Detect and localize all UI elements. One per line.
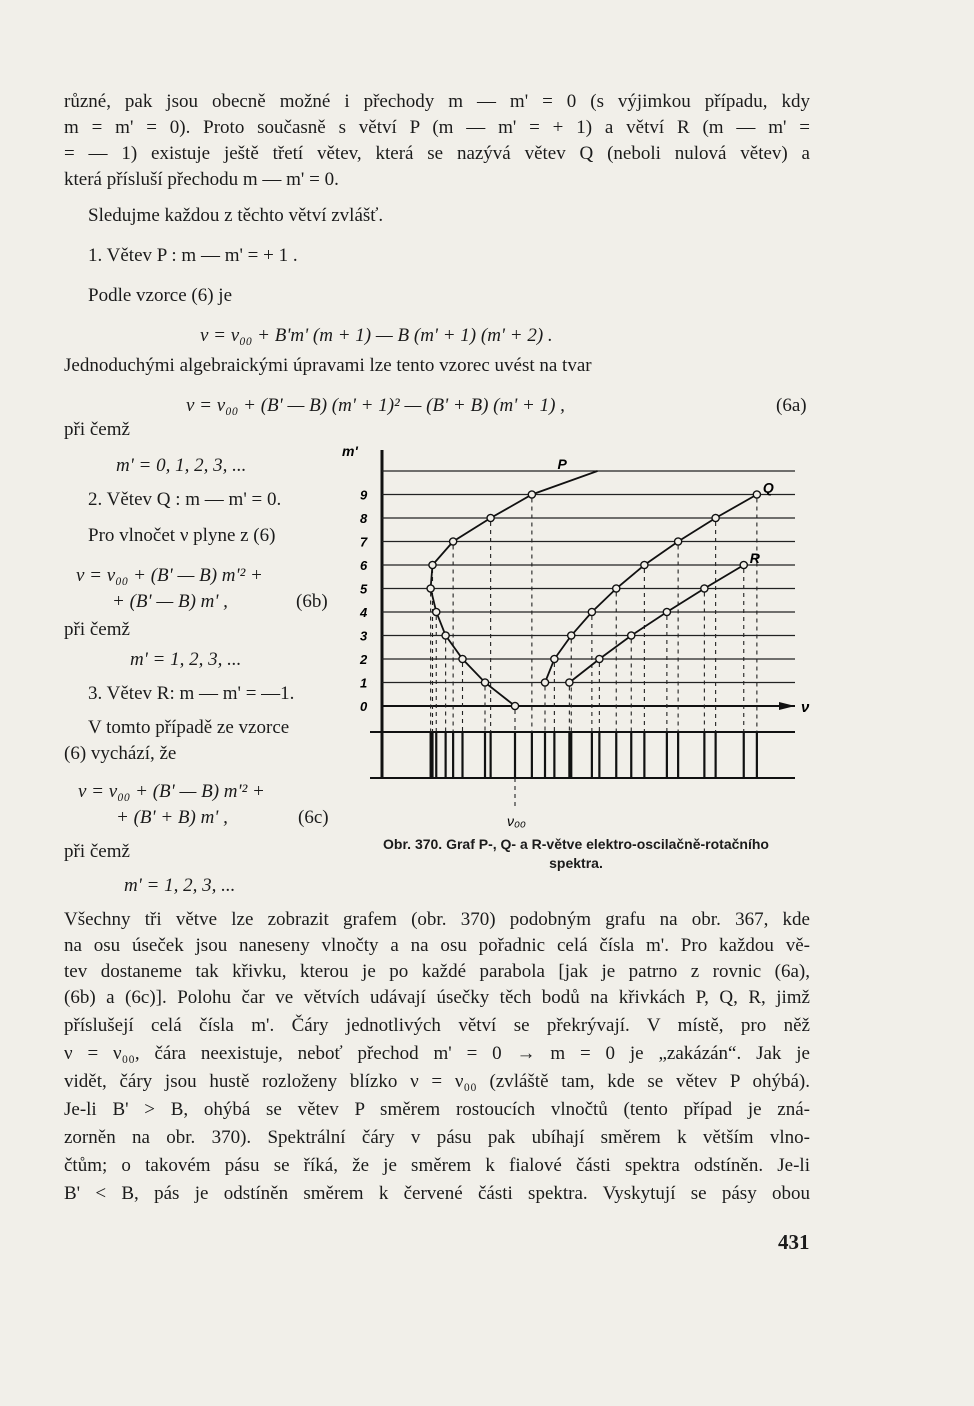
y-axis-label: m' [342, 443, 358, 459]
point-Q-6 [675, 538, 682, 545]
mvals-r: m' = 1, 2, 3, ... [124, 875, 236, 896]
branch1-heading: 1. Větev P : m — m' = + 1 . [88, 245, 298, 266]
point-P-8 [487, 514, 494, 521]
point-P-1 [481, 679, 488, 686]
y-tick-6: 6 [360, 558, 368, 573]
equation-6c-tag: (6c) [298, 807, 329, 828]
para1-line1: různé, pak jsou obecně možné i přechody m — m' = 0 (s výjimkou případu, kdy [64, 91, 810, 112]
point-Q-2 [568, 632, 575, 639]
final-line9: zorněn na obr. 370). Spektrální čáry v pásu pak ubíhají směrem k větším vlno- [64, 1127, 810, 1148]
pricemz-3: při čemž [64, 841, 130, 862]
final-line1: Všechny tři větve lze zobrazit grafem (obr. 370) podobným grafu na obr. 367, kde [64, 909, 810, 930]
by-formula: Podle vzorce (6) je [88, 285, 233, 306]
r-intro-line1: V tomto případě ze vzorce [88, 717, 290, 738]
equation-6b-line2: + (B' — B) m' , [112, 591, 228, 612]
equation-6a: ν = ν₀₀ + (B' — B) (m' + 1)² — (B' + B) (m' + 1) , [186, 395, 565, 416]
equation-6c-line2: + (B' + B) m' , [116, 807, 228, 828]
q-intro: Pro vlnočet ν plyne z (6) [88, 525, 276, 546]
final-line2: na osu úseček jsou naneseny vlnočty a na osu pořadnic celá čísla m'. Pro každou vě- [64, 935, 810, 956]
point-Q-7 [712, 514, 719, 521]
point-R-2 [628, 632, 635, 639]
mvals-p: m' = 0, 1, 2, 3, ... [116, 455, 247, 476]
point-Q-4 [613, 585, 620, 592]
y-tick-2: 2 [360, 652, 368, 667]
para2: Sledujme každou z těchto větví zvlášť. [88, 205, 384, 226]
final-line3: tev dostaneme tak křivku, kterou je po každé parabola [jak je patrno z rovnic (6a), [64, 961, 810, 982]
figure-gridlines [382, 471, 795, 683]
final-line8: Je-li B' > B, ohýbá se větev P směrem rostoucích vlnočtů (tento případ je zná- [64, 1099, 810, 1120]
y-tick-9: 9 [360, 487, 368, 503]
y-tick-4: 4 [360, 605, 368, 620]
point-R-5 [740, 561, 747, 568]
y-tick-5: 5 [360, 581, 368, 597]
pricemz-2: při čemž [64, 619, 130, 640]
algebra-line: Jednoduchými algebraickými úpravami lze tento vzorec uvést na tvar [64, 355, 592, 376]
equation-p: ν = ν₀₀ + B'm' (m + 1) — B (m' + 1) (m' + 2) . [200, 325, 553, 346]
curve-label-Q: Q [762, 479, 774, 496]
point-Q-0 [541, 679, 548, 686]
y-tick-7: 7 [360, 534, 368, 550]
point-P-9 [528, 491, 535, 498]
point-P-3 [442, 632, 449, 639]
curve-R [569, 565, 743, 683]
equation-6b-line1: ν = ν₀₀ + (B' — B) m'² + [76, 565, 263, 586]
branch3-heading: 3. Větev R: m — m' = —1. [88, 683, 295, 704]
figure-370 [340, 436, 820, 836]
point-P-5 [427, 585, 434, 592]
point-R-3 [663, 608, 670, 615]
para1-line3: = — 1) existuje ještě třetí větev, která se nazývá větev Q (neboli nulová větev) a [64, 143, 810, 164]
nu00-label: ν₀₀ [507, 813, 526, 829]
y-tick-1: 1 [360, 675, 368, 691]
para1-line2: m = m' = 0). Proto současně s větví P (m — m' = + 1) a větví R (m — m' = [64, 117, 810, 138]
x-axis-arrow [779, 702, 795, 710]
final-line6: ν = ν₀₀, čára neexistuje, neboť přechod m' = 0 → m = 0 je „zakázán“. Jak je [64, 1043, 810, 1064]
final-line5: příslušejí celá čísla m'. Čáry jednotlivých větví se překrývají. V místě, pro něž [64, 1015, 810, 1036]
y-tick-0: 0 [360, 699, 368, 714]
point-P-0 [511, 702, 518, 709]
point-R-1 [596, 655, 603, 662]
equation-6b-tag: (6b) [296, 591, 328, 612]
branch2-heading: 2. Větev Q : m — m' = 0. [88, 489, 282, 510]
final-line10: čtům; o takovém pásu se říká, že je směrem k fialové části spektra odstíněn. Je-li [64, 1155, 810, 1176]
mvals-q: m' = 1, 2, 3, ... [130, 649, 242, 670]
r-intro-line2: (6) vychází, že [64, 743, 177, 764]
figure-curves [427, 471, 760, 710]
figure-tick-labels [359, 488, 368, 715]
figure-drop-lines [431, 499, 757, 809]
y-tick-3: 3 [360, 628, 368, 644]
curve-label-R: R [749, 550, 760, 566]
figure-spectrum-lines [431, 732, 757, 778]
final-line11: B' < B, pás je odstíněn směrem k červené části spektra. Vyskytují se pásy obou [64, 1183, 810, 1204]
curve-label-P: P [557, 456, 567, 472]
point-Q-5 [641, 561, 648, 568]
point-R-0 [566, 679, 573, 686]
final-line7: vidět, čáry jsou hustě rozloženy blízko ν = ν₀₀ (zvláště tam, kde se větev P ohýbá). [64, 1071, 810, 1092]
x-axis-label: ν [801, 699, 810, 716]
y-tick-8: 8 [360, 511, 368, 526]
equation-6c-line1: ν = ν₀₀ + (B' — B) m'² + [78, 781, 265, 802]
point-P-2 [459, 655, 466, 662]
point-Q-8 [753, 491, 760, 498]
point-R-4 [701, 585, 708, 592]
point-Q-3 [588, 608, 595, 615]
point-P-4 [433, 608, 440, 615]
point-P-7 [450, 538, 457, 545]
pricemz-1: při čemž [64, 419, 130, 440]
para1-line4: která přísluší přechodu m — m' = 0. [64, 169, 339, 190]
figure-caption: Obr. 370. Graf P-, Q- a R-větve elektro-oscilačně-rotačního spektra. [383, 836, 769, 871]
final-line4: (6b) a (6c)]. Polohu čar ve větvích udávají úsečky těch bodů na křivkách P, Q, R, jimž [64, 987, 810, 1008]
equation-6a-tag: (6a) [776, 395, 807, 416]
page-number: 431 [778, 1230, 810, 1254]
point-P-6 [429, 561, 436, 568]
point-Q-1 [551, 655, 558, 662]
